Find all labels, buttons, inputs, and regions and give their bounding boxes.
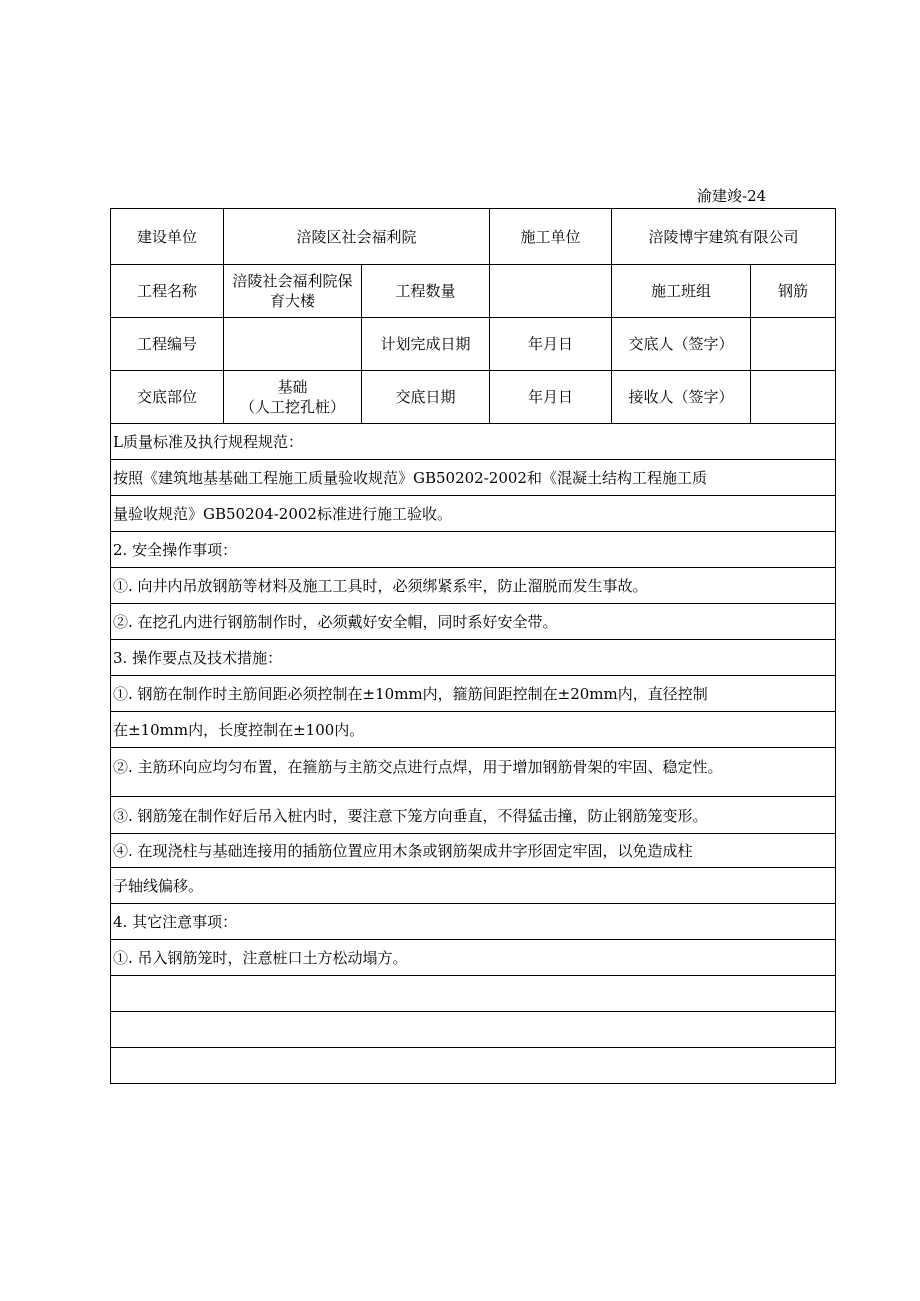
content-row	[111, 496, 836, 532]
blank-cell	[111, 1012, 836, 1048]
project-name-line1: 涪陵社会福利院保	[232, 272, 353, 290]
handover-person-signature	[751, 318, 836, 371]
team-value: 钢筋	[751, 265, 836, 318]
content-row	[111, 568, 836, 604]
section-3-item3: ③. 钢筋笼在制作好后吊入桩内时，要注意下笼方向垂直，不得猛击撞，防止钢筋笼变形。	[111, 797, 836, 834]
header-row-units	[111, 209, 836, 265]
build-unit-label: 建设单位	[111, 209, 224, 265]
content-row	[111, 868, 836, 904]
construct-unit-value: 涪陵博宇建筑有限公司	[612, 209, 836, 265]
section-3-item4-line2: 子轴线偏移。	[111, 868, 836, 904]
part-line2: （人工挖孔桩）	[239, 398, 345, 416]
receiver-signature	[751, 371, 836, 424]
content-row	[111, 834, 836, 868]
quantity-label: 工程数量	[362, 265, 490, 318]
section-3-item2: ②. 主筋环向应均匀布置，在箍筋与主筋交点进行点焊，用于增加钢筋骨架的牢固、稳定性。	[111, 748, 836, 797]
section-4-title: 4. 其它注意事项：	[111, 904, 836, 940]
section-1-title: L质量标准及执行规程规范：	[111, 424, 836, 460]
project-no-value	[224, 318, 362, 371]
section-2-item1: ①. 向井内吊放钢筋等材料及施工工具时，必须绑紧系牢，防止溜脱而发生事故。	[111, 568, 836, 604]
section-2-item2: ②. 在挖孔内进行钢筋制作时，必须戴好安全帽，同时系好安全带。	[111, 604, 836, 640]
receiver-label: 接收人（签字）	[612, 371, 751, 424]
content-row	[111, 424, 836, 460]
project-name-value	[224, 265, 362, 318]
section-3-item1-line1: ①. 钢筋在制作时主筋间距必须控制在±10mm内，箍筋间距控制在±20mm内，直径控制	[111, 676, 836, 712]
handover-form-table	[110, 208, 836, 1084]
part-line1: 基础	[277, 378, 308, 396]
handover-date-label: 交底日期	[362, 371, 490, 424]
construct-unit-label: 施工单位	[490, 209, 612, 265]
blank-cell	[111, 976, 836, 1012]
section-4-item1: ①. 吊入钢筋笼时，注意桩口土方松动塌方。	[111, 940, 836, 976]
handover-date-value: 年月日	[490, 371, 612, 424]
content-row	[111, 676, 836, 712]
plan-date-label: 计划完成日期	[362, 318, 490, 371]
content-row	[111, 748, 836, 797]
quantity-value	[490, 265, 612, 318]
header-row-number	[111, 318, 836, 371]
content-row	[111, 640, 836, 676]
blank-cell	[111, 1048, 836, 1084]
document-code: 渝建竣-24	[697, 187, 767, 205]
section-3-item4-line1: ④. 在现浇柱与基础连接用的插筋位置应用木条或钢筋架成井字形固定牢固，以免造成柱	[111, 834, 836, 868]
project-name-line2: 育大楼	[269, 292, 315, 310]
header-row-project	[111, 265, 836, 318]
plan-date-value: 年月日	[490, 318, 612, 371]
empty-row	[111, 1048, 836, 1084]
content-row	[111, 532, 836, 568]
section-2-title: 2. 安全操作事项：	[111, 532, 836, 568]
build-unit-value: 涪陵区社会福利院	[224, 209, 490, 265]
section-1-line1: 按照《建筑地基基础工程施工质量验收规范》GB50202-2002和《混凝土结构工程施工质	[111, 460, 836, 496]
part-value	[224, 371, 362, 424]
section-3-item1-line2: 在±10mm内，长度控制在±100内。	[111, 712, 836, 748]
handover-person-label: 交底人（签字）	[612, 318, 751, 371]
content-row	[111, 904, 836, 940]
content-row	[111, 460, 836, 496]
content-row	[111, 797, 836, 834]
section-3-title: 3. 操作要点及技术措施：	[111, 640, 836, 676]
project-no-label: 工程编号	[111, 318, 224, 371]
part-label: 交底部位	[111, 371, 224, 424]
content-row	[111, 604, 836, 640]
empty-row	[111, 1012, 836, 1048]
project-name-label: 工程名称	[111, 265, 224, 318]
empty-row	[111, 976, 836, 1012]
team-label: 施工班组	[612, 265, 751, 318]
content-row	[111, 712, 836, 748]
section-1-line2: 量验收规范》GB50204-2002标准进行施工验收。	[111, 496, 836, 532]
content-row	[111, 940, 836, 976]
header-row-part	[111, 371, 836, 424]
